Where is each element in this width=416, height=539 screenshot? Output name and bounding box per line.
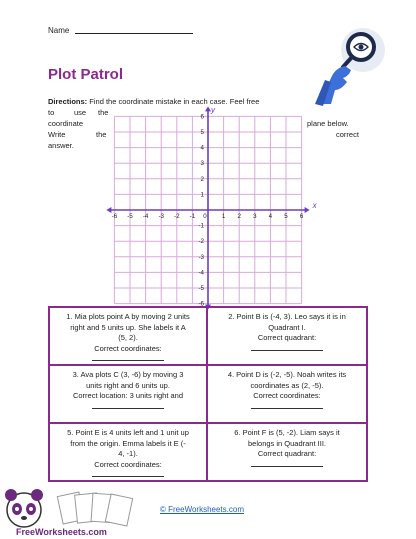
answer-line[interactable] (214, 460, 360, 471)
problem-text: units right and 6 units up. (86, 380, 170, 390)
y-axis-label: y (211, 105, 215, 115)
coordinate-grid[interactable] (111, 104, 317, 312)
directions-word: coordinate (48, 119, 84, 128)
y-tick-label: -5 (198, 285, 204, 292)
problem-text: Correct quadrant: (257, 333, 317, 342)
problem-text: 2. Point B is (-4, 3). Leo says it is in (228, 312, 346, 321)
x-tick-label: -3 (158, 213, 164, 220)
y-tick-label: 6 (200, 113, 204, 121)
x-axis-label: x (312, 201, 317, 210)
logo-text: FreeWorksheets.com (16, 527, 107, 537)
problem-cell (50, 424, 208, 480)
x-axis-arrow-icon (106, 207, 111, 213)
x-tick-label: -2 (174, 213, 180, 220)
problem-text: 4. Point D is (-2, -5). Noah writes its (227, 370, 347, 379)
problem-text: Correct coordinates: (94, 459, 162, 469)
x-tick-label: 1 (221, 213, 226, 220)
directions-word: plane below. (307, 119, 349, 128)
problem-cell (50, 366, 208, 424)
directions-word: Write (48, 130, 66, 139)
directions-word: the (96, 130, 107, 139)
problem-text: 5. Point E is 4 units left and 1 unit up (67, 428, 189, 437)
x-axis-arrow-icon (305, 207, 310, 213)
y-tick-label: 5 (200, 129, 204, 136)
directions-word: correct (336, 130, 359, 139)
directions-word: answer. (48, 141, 74, 150)
directions-word: to (48, 108, 55, 117)
problem-text: from the origin. Emma labels it E (- (70, 438, 186, 448)
x-tick-label: 4 (268, 213, 273, 220)
y-tick-label: -1 (198, 222, 204, 230)
x-tick-label: 5 (284, 213, 288, 220)
footer-link[interactable]: © FreeWorksheets.com (160, 505, 244, 514)
problem-text: 6. Point F is (5, -2). Liam says it (234, 428, 340, 437)
problem-cell (208, 308, 366, 366)
worksheet-stack-icon (57, 492, 132, 526)
y-tick-label: -6 (198, 300, 204, 308)
problem-text: 3. Ava plots C (3, -6) by moving 3 (72, 370, 184, 379)
directions-text: Find the coordinate mistake in each case. Feel free (89, 97, 260, 106)
freeworksheets-logo (2, 488, 142, 538)
problem-text: Correct location: 3 units right and (72, 391, 184, 400)
y-tick-label: 2 (200, 175, 204, 183)
name-label: Name (48, 26, 70, 35)
problem-text: 4, -1). (118, 449, 138, 458)
answer-line[interactable] (214, 344, 360, 355)
directions-word: use (74, 108, 87, 117)
y-tick-label: 3 (200, 160, 204, 168)
x-tick-label: -6 (111, 213, 118, 220)
y-tick-label: 4 (200, 144, 204, 152)
panda-icon (5, 489, 43, 527)
x-tick-label: 3 (253, 213, 257, 220)
problem-cell (208, 424, 366, 480)
x-tick-label: 0 (203, 213, 207, 220)
x-tick-label: -5 (127, 213, 133, 220)
problem-cell (50, 308, 208, 366)
x-tick-label: 6 (299, 213, 304, 220)
problems-table (48, 306, 368, 482)
magnifier-hand-icon (305, 20, 395, 110)
problem-text: Correct quadrant: (257, 449, 317, 458)
problem-text: (5, 2). (118, 333, 138, 342)
problem-text: Correct coordinates: (94, 343, 162, 353)
x-tick-label: 2 (237, 213, 241, 220)
y-tick-label: -3 (198, 253, 204, 261)
problem-text: Quadrant I. (268, 322, 306, 332)
problem-text: 1. Mia plots point A by moving 2 units (66, 312, 190, 321)
problem-cell (208, 366, 366, 424)
x-tick-label: -1 (189, 213, 196, 220)
problem-text: coordinates as (2, -5). (250, 380, 324, 390)
directions-label: Directions: (48, 97, 88, 106)
answer-line[interactable] (214, 402, 360, 413)
problem-text: Correct coordinates: (253, 391, 321, 400)
y-tick-label: -2 (198, 238, 204, 246)
answer-line[interactable] (56, 402, 200, 413)
name-line[interactable] (75, 25, 193, 34)
y-tick-label: 1 (200, 191, 204, 199)
y-tick-label: -4 (198, 269, 204, 277)
page-title: Plot Patrol (48, 66, 124, 83)
x-tick-label: -4 (142, 213, 149, 220)
directions-word: the (98, 108, 109, 117)
problem-text: belongs in Quadrant III. (248, 438, 326, 448)
answer-line[interactable] (56, 470, 200, 481)
name-row (48, 25, 193, 35)
answer-line[interactable] (56, 354, 200, 365)
problem-text: right and 5 units up. She labels it A (70, 322, 186, 332)
